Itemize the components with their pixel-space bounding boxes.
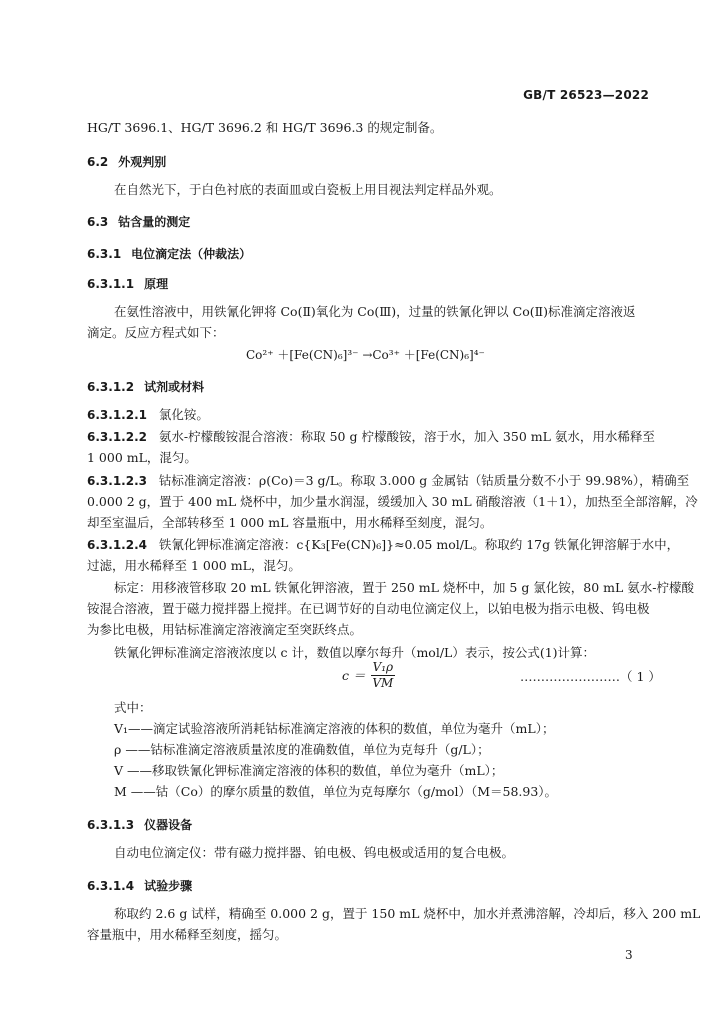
section-title: 电位滴定法（仲裁法）: [131, 247, 252, 261]
calibration-line-3: 为参比电极，用钴标准滴定溶液滴定至突跃终点。: [87, 622, 363, 637]
item-6-3-1-2-3: [87, 473, 689, 489]
item-number: 6.3.1.2.4: [87, 538, 147, 552]
calibration-line-1: 标定：用移液管移取 20 mL 铁氰化钾溶液，置于 250 mL 烧杯中，加 5 g 氯化铵，80 mL 氨水-柠檬酸: [114, 580, 695, 595]
section-number: 6.3.1: [87, 247, 122, 261]
item-6-3-1-2-1: [87, 407, 209, 423]
principle-line-2: 滴定。反应方程式如下：: [87, 325, 225, 340]
section-number: 6.3: [87, 215, 109, 229]
section-number: 6.3.1.2: [87, 380, 135, 394]
where-item-v1: V₁——滴定试验溶液所消耗钴标准滴定溶液的体积的数值，单位为毫升（mL）；: [114, 721, 555, 736]
item-text: 铁氰化钾标准滴定溶液：c{K₃[Fe(CN)₆]}≈0.05 mol/L。称取约 17g 铁氰化钾溶解于水中，: [158, 537, 680, 552]
section-6-2-text: 在自然光下，于白色衬底的表面皿或白瓷板上用目视法判定样品外观。: [114, 182, 502, 197]
section-title: 试剂或材料: [144, 380, 205, 394]
item-6-3-1-2-4: [87, 537, 679, 553]
item-number: 6.3.1.2.3: [87, 474, 147, 488]
formula-fraction: [371, 660, 396, 691]
section-6-3-1-3-heading: [87, 816, 192, 833]
procedure-line-1: 称取约 2.6 g 试样，精确至 0.000 2 g，置于 150 mL 烧杯中，加水并煮沸溶解，冷却后，移入 200 mL: [114, 906, 701, 921]
item-number: 6.3.1.2.2: [87, 430, 147, 444]
item-text: 氯化铵。: [158, 407, 209, 422]
item-text: 氨水-柠檬酸铵混合溶液：称取 50 g 柠檬酸铵，溶于水，加入 350 mL 氨水，用水稀释至: [158, 429, 655, 444]
section-title: 仪器设备: [144, 818, 193, 832]
item-6-3-1-2-4-cont: 过滤，用水稀释至 1 000 mL，混匀。: [87, 558, 301, 573]
section-number: 6.3.1.3: [87, 818, 135, 832]
item-6-3-1-2-2-cont: 1 000 mL，混匀。: [87, 450, 197, 465]
where-item-m: M ——钴（Co）的摩尔质量的数值，单位为克每摩尔（g/mol）（M＝58.93）。: [114, 784, 558, 799]
section-6-3-1-2-heading: [87, 378, 204, 395]
procedure-line-2: 容量瓶中，用水稀释至刻度，摇匀。: [87, 927, 288, 942]
section-title: 原理: [144, 277, 169, 291]
page-number: 3: [625, 948, 633, 962]
standard-number: GB/T 26523—2022: [523, 88, 649, 102]
formula-1: [342, 660, 395, 691]
section-6-2-heading: [87, 153, 166, 170]
item-6-3-1-2-3-cont-2: 却至室温后，全部转移至 1 000 mL 容量瓶中，用水稀释至刻度，混匀。: [87, 515, 493, 530]
principle-line-1: 在氨性溶液中，用铁氰化钾将 Co(Ⅱ)氧化为 Co(Ⅲ)，过量的铁氰化钾以 Co(Ⅱ)标准滴定溶液返: [114, 304, 636, 319]
where-label: 式中：: [114, 700, 152, 715]
section-number: 6.3.1.1: [87, 277, 135, 291]
where-item-v: V ——移取铁氰化钾标准滴定溶液的体积的数值，单位为毫升（mL）；: [114, 763, 504, 778]
reaction-equation: Co²⁺ ＋[Fe(CN)₆]³⁻ →Co³⁺ ＋[Fe(CN)₆]⁴⁻: [246, 348, 485, 362]
section-6-3-1-3-text: 自动电位滴定仪：带有磁力搅拌器、铂电极、钨电极或适用的复合电极。: [114, 845, 515, 860]
section-title: 外观判别: [118, 155, 167, 169]
formula-tag: ……………………（ 1 ）: [520, 669, 661, 684]
section-6-3-heading: [87, 213, 190, 230]
intro-line: HG/T 3696.1、HG/T 3696.2 和 HG/T 3696.3 的规定制备。: [87, 120, 443, 135]
section-title: 钴含量的测定: [118, 215, 191, 229]
section-6-3-1-4-heading: [87, 877, 192, 894]
formula-lhs: c ＝: [342, 668, 366, 683]
where-item-rho: ρ ——钴标准滴定溶液质量浓度的准确数值，单位为克每升（g/L）；: [114, 742, 490, 757]
concentration-statement: 铁氰化钾标准滴定溶液浓度以 c 计，数值以摩尔每升（mol/L）表示，按公式(1)计算：: [114, 645, 596, 660]
calibration-line-2: 铵混合溶液，置于磁力搅拌器上搅拌。在已调节好的自动电位滴定仪上，以铂电极为指示电极、钨电极: [87, 601, 650, 616]
item-6-3-1-2-2: [87, 429, 655, 445]
item-number: 6.3.1.2.1: [87, 408, 147, 422]
section-title: 试验步骤: [144, 879, 193, 893]
section-number: 6.2: [87, 155, 109, 169]
section-6-3-1-1-heading: [87, 275, 168, 292]
section-number: 6.3.1.4: [87, 879, 135, 893]
formula-numerator: V₁ρ: [372, 660, 394, 674]
formula-denominator: VM: [372, 676, 394, 690]
item-6-3-1-2-3-cont-1: 0.000 2 g，置于 400 mL 烧杯中，加少量水润湿，缓缓加入 30 mL 硝酸溶液（1＋1），加热至全部溶解，冷: [87, 494, 698, 509]
section-6-3-1-heading: [87, 245, 251, 262]
item-text: 钴标准滴定溶液：ρ(Co)＝3 g/L。称取 3.000 g 金属钴（钴质量分数不小于 99.98%），精确至: [158, 473, 690, 488]
